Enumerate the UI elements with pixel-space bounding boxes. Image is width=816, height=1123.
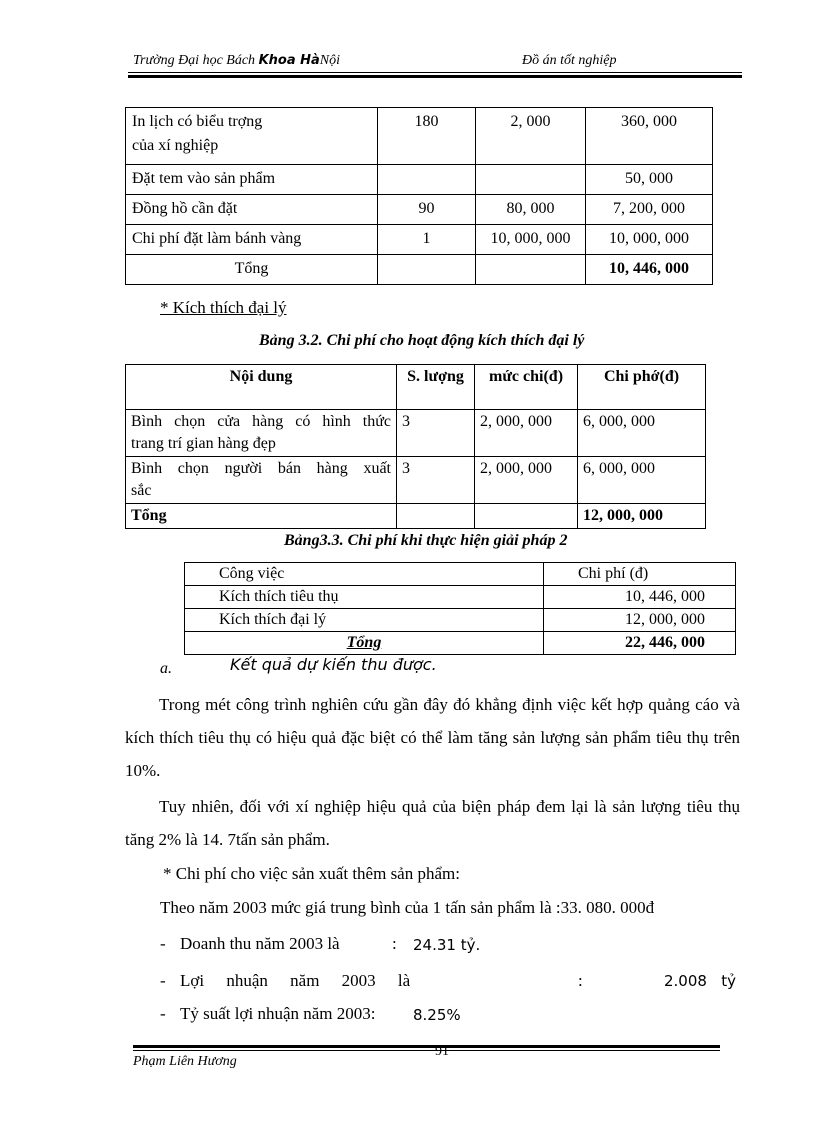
agent-incentive-table (125, 364, 706, 529)
table-cell: Kích thích đại lý (185, 609, 544, 632)
table-cell (476, 165, 586, 195)
bullet-label: Tỷ suất lợi nhuận năm 2003: (180, 1004, 376, 1023)
bullet-dash: - (160, 971, 166, 990)
solution-cost-table (184, 562, 736, 655)
table-cell: 3 (397, 457, 475, 504)
table-cell (378, 255, 476, 285)
table-cell: 6, 000, 000 (578, 457, 706, 504)
table-total-row (126, 255, 713, 285)
header-school-suffix: Nội (319, 53, 341, 68)
footer-rule-thin (133, 1050, 720, 1051)
table-cell: 1 (378, 225, 476, 255)
table-header: Công việc (185, 563, 544, 586)
table-header: Chi phí (đ) (544, 563, 736, 586)
header-rule-thin (128, 72, 742, 73)
table-cell: 2, 000 (476, 108, 586, 165)
table-cell (476, 255, 586, 285)
table-row (185, 586, 736, 609)
table-total-label: Tổng (126, 255, 378, 285)
table-cell: 360, 000 (586, 108, 713, 165)
table-total-label: Tổng (126, 504, 397, 529)
table-cell: 50, 000 (586, 165, 713, 195)
table-cell: Chi phí đặt làm bánh vàng (126, 225, 378, 255)
promotion-cost-table (125, 107, 713, 285)
item-line: Bình chọn người bán hàng xuất (131, 460, 391, 477)
footer-author: Phạm Liên Hương (133, 1054, 237, 1069)
header-title: Đồ án tốt nghiệp (522, 53, 617, 68)
table-cell: 6, 000, 000 (578, 410, 706, 457)
table-caption-3-2: Bảng 3.2. Chi phí cho hoạt động kích thích đại lý (259, 332, 585, 349)
result-heading: Kết quả dự kiến thu được. (230, 655, 437, 674)
bullet-colon: : (392, 934, 397, 953)
table-cell: Đặt tem vào sản phẩm (126, 165, 378, 195)
bullet-value: 8.25% (413, 1006, 461, 1024)
bullet-value: 24.31 tỷ. (413, 936, 481, 954)
paragraph-result: Tuy nhiên, đối với xí nghiệp hiệu quả của biện pháp đem lại là sản lượng tiêu thụ tăng 2% là 14. 7tấn sản phẩm. (125, 797, 740, 849)
table-total-value: 10, 446, 000 (586, 255, 713, 285)
table-cell: 12, 000, 000 (544, 609, 736, 632)
table-total-row (126, 504, 706, 529)
table-cell: Đồng hồ cần đặt (126, 195, 378, 225)
table-total-label: Tổng (346, 634, 382, 651)
table-cell: 2, 000, 000 (475, 457, 578, 504)
bullet-label: Doanh thu năm 2003 là (180, 934, 340, 953)
table-total-value: 22, 446, 000 (544, 632, 736, 655)
table-cell (185, 632, 544, 655)
table-row (185, 609, 736, 632)
header-school-prefix: Trường Đại học Bách (133, 53, 256, 68)
footer-rule-thick (133, 1045, 720, 1048)
table-header: S. lượng (397, 365, 475, 410)
item-line: của xí nghiệp (132, 137, 219, 154)
paragraph-research: Trong mét công trình nghiên cứu gần đây đó khẳng định việc kết hợp quảng cáo và kích thích tiêu thụ có hiệu quả đặc biệt có thể làm tăng sản lượng sản phẩm tiêu thụ trên 10%. (125, 695, 740, 780)
table-total-row (185, 632, 736, 655)
section-heading-agent: * Kích thích đại lý (160, 298, 287, 317)
table-cell: Kích thích tiêu thụ (185, 586, 544, 609)
bullet-value: 2.008 tỷ (664, 972, 737, 990)
table-header: Nội dung (126, 365, 397, 410)
bullet-colon: : (578, 971, 583, 990)
bullet-dash: - (160, 934, 166, 953)
table-cell: 10, 000, 000 (476, 225, 586, 255)
table-row (126, 457, 706, 504)
item-line: trang trí gian hàng đẹp (131, 435, 276, 452)
bullet-label: Lợi nhuận năm 2003 là (180, 971, 411, 990)
table-cell (475, 504, 578, 529)
bullet-dash: - (160, 1004, 166, 1023)
result-marker: a. (160, 660, 172, 677)
item-line: In lịch có biểu trợng (132, 113, 263, 130)
table-row (126, 108, 713, 165)
table-row (126, 165, 713, 195)
table-header: mức chi(đ) (475, 365, 578, 410)
header-school (133, 53, 340, 69)
table-cell: 90 (378, 195, 476, 225)
header-school-bold: Khoa Hà (258, 53, 320, 68)
table-caption-3-3: Bảng3.3. Chi phí khi thực hiện giải pháp 2 (284, 532, 568, 549)
table-cell (126, 457, 397, 504)
item-line: Bình chọn cửa hàng có hình thức (131, 413, 391, 430)
table-cell: 10, 000, 000 (586, 225, 713, 255)
table-cell: 10, 446, 000 (544, 586, 736, 609)
table-cell: 180 (378, 108, 476, 165)
table-header-row (185, 563, 736, 586)
table-cell: 2, 000, 000 (475, 410, 578, 457)
cost-heading: * Chi phí cho việc sản xuất thêm sản phẩm: (163, 864, 460, 883)
item-line: sắc (131, 482, 152, 499)
page-number: 91 (435, 1044, 449, 1059)
table-header-row (126, 365, 706, 410)
table-cell (126, 108, 378, 165)
table-cell: 7, 200, 000 (586, 195, 713, 225)
table-row (126, 225, 713, 255)
table-cell (378, 165, 476, 195)
table-cell (397, 504, 475, 529)
table-row (126, 195, 713, 225)
table-cell: 3 (397, 410, 475, 457)
table-header: Chi phớ(đ) (578, 365, 706, 410)
table-cell: 80, 000 (476, 195, 586, 225)
price-line: Theo năm 2003 mức giá trung bình của 1 tấn sản phẩm là :33. 080. 000đ (160, 898, 655, 917)
table-total-value: 12, 000, 000 (578, 504, 706, 529)
table-cell (126, 410, 397, 457)
header-rule-thick (128, 75, 742, 78)
table-row (126, 410, 706, 457)
